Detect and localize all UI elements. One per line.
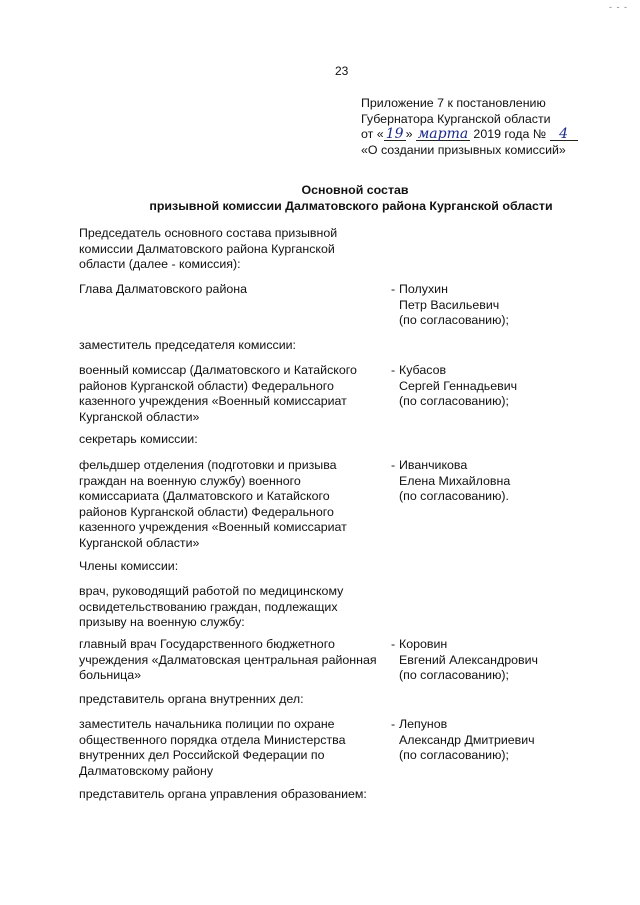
corner-mark: - - - xyxy=(609,2,628,12)
member-position: главный врач Государственного бюджетного учреждения «Далматовская центральная районная больница» xyxy=(79,637,377,683)
heading-education: представитель органа управления образованием: xyxy=(79,787,367,801)
heading-secretary: секретарь комиссии: xyxy=(79,432,198,446)
member-name: Александр Дмитриевич xyxy=(399,732,535,747)
appendix-header xyxy=(361,96,578,158)
member-surname: Коровин xyxy=(399,637,448,651)
heading-deputy: заместитель председателя комиссии: xyxy=(79,338,296,352)
heading-members: Члены комиссии: xyxy=(79,559,179,573)
handwritten-month: марта xyxy=(417,126,469,142)
heading-police: представитель органа внутренних дел: xyxy=(79,692,304,706)
handwritten-day: 19 xyxy=(384,128,406,141)
title-line-1: Основной состав xyxy=(301,183,409,197)
member-name: Евгений Александрович xyxy=(399,652,538,667)
heading-doctor: врач, руководящий работой по медицинскому освидетельствованию граждан, подлежащих призыву на военную службу: xyxy=(79,584,344,630)
member-note: (по согласованию); xyxy=(399,394,509,409)
document-title xyxy=(0,182,640,214)
member-person: - Лепунов Александр Дмитриевич (по согласованию); xyxy=(391,717,571,764)
appendix-line-1: Приложение 7 к постановлению xyxy=(361,96,546,110)
member-surname: Кубасов xyxy=(399,363,447,377)
member-name: Сергей Геннадьевич xyxy=(399,378,518,393)
member-person: - Кубасов Сергей Геннадьевич (по согласованию); xyxy=(391,363,571,410)
member-position: заместитель начальника полиции по охране общественного порядка отдела Министерства внутренних дел Российской Федерации по Далматовскому району xyxy=(79,717,346,778)
member-note: (по согласованию); xyxy=(399,748,509,763)
member-position: военный комиссар (Далматовского и Катайского районов Курганской области) Федерального казенного учреждения «Военный комиссариат Курганской области» xyxy=(79,363,357,424)
member-name: Елена Михайловна xyxy=(399,473,511,488)
appendix-line-4: «О создании призывных комиссий» xyxy=(361,142,566,157)
appendix-line-3 xyxy=(361,127,578,143)
member-note: (по согласованию); xyxy=(399,668,509,683)
member-position: фельдшер отделения (подготовки и призыва граждан на военную службу) военного комиссариата (Далматовского и Катайского районов Курганской области) Федерального казенного учреждения «Военный комиссариат Курганской области» xyxy=(79,458,347,550)
member-surname: Иванчикова xyxy=(399,458,468,472)
member-person: - Коровин Евгений Александрович (по согласованию); xyxy=(391,637,571,684)
date-mid: » xyxy=(405,127,416,141)
member-note: (по согласованию); xyxy=(399,313,509,328)
member-surname: Лепунов xyxy=(399,717,448,731)
member-position: Глава Далматовского района xyxy=(79,282,247,296)
page-number: 23 xyxy=(335,64,349,78)
appendix-line-2: Губернатора Курганской области xyxy=(361,111,551,126)
date-prefix: от « xyxy=(361,127,384,141)
member-surname: Полухин xyxy=(399,282,448,296)
date-year: 2019 года № xyxy=(469,127,550,141)
member-name: Петр Васильевич xyxy=(399,297,500,312)
title-line-2: призывной комиссии Далматовского района Курганской области xyxy=(149,199,553,213)
handwritten-number: 4 xyxy=(550,128,578,141)
member-person: - Полухин Петр Васильевич (по согласованию); xyxy=(391,282,571,329)
intro-text: Председатель основного состава призывной комиссии Далматовского района Курганской области (далее - комиссия): xyxy=(79,226,338,272)
member-note: (по согласованию). xyxy=(399,489,509,504)
member-person: - Иванчикова Елена Михайловна (по согласованию). xyxy=(391,458,571,505)
